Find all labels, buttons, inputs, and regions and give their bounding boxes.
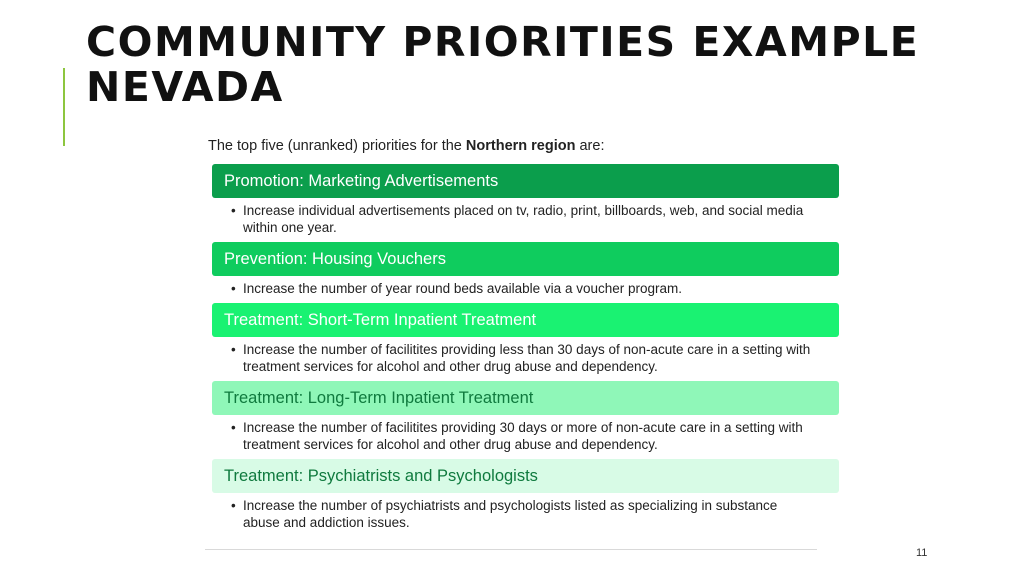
priority-heading: Prevention: Housing Vouchers	[212, 242, 839, 276]
priority-bullet: • Increase individual advertisements placed on tv, radio, print, billboards, web, and social media within one year.	[243, 202, 815, 236]
priority-block	[205, 381, 845, 453]
priority-block	[205, 164, 845, 236]
footer-divider	[205, 549, 817, 550]
priority-bullets	[205, 341, 845, 375]
priorities-content	[205, 136, 845, 537]
priority-bullet: • Increase the number of year round beds available via a voucher program.	[243, 280, 815, 297]
priority-heading: Treatment: Long-Term Inpatient Treatment	[212, 381, 839, 415]
priority-bullets	[205, 419, 845, 453]
priority-block	[205, 303, 845, 375]
priority-block	[205, 459, 845, 531]
slide-title-line2: NEVADA	[86, 63, 284, 111]
title-accent-bar	[63, 68, 65, 146]
priority-bullets	[205, 497, 845, 531]
intro-text	[208, 136, 845, 156]
slide-title-line1: COMMUNITY PRIORITIES EXAMPLE	[86, 18, 920, 66]
priority-heading: Treatment: Short-Term Inpatient Treatment	[212, 303, 839, 337]
intro-suffix: are:	[575, 138, 605, 154]
intro-prefix: The top five (unranked) priorities for the	[208, 138, 466, 154]
priority-list	[205, 164, 845, 531]
priority-bullets	[205, 280, 845, 297]
priority-bullet: • Increase the number of facilitites providing less than 30 days of non-acute care in a setting with treatment services for alcohol and other drug abuse and dependency.	[243, 341, 815, 375]
intro-region: Northern region	[465, 138, 576, 154]
priority-bullet: • Increase the number of facilitites providing 30 days or more of non-acute care in a setting with treatment services for alcohol and other drug abuse and dependency.	[243, 419, 815, 453]
priority-heading: Promotion: Marketing Advertisements	[212, 164, 839, 198]
page-number: 11	[916, 547, 928, 559]
priority-bullet: • Increase the number of psychiatrists and psychologists listed as specializing in substance abuse and addiction issues.	[243, 497, 815, 531]
slide-title	[86, 20, 986, 110]
priority-bullets	[205, 202, 845, 236]
priority-heading: Treatment: Psychiatrists and Psychologists	[212, 459, 839, 493]
priority-block	[205, 242, 845, 297]
